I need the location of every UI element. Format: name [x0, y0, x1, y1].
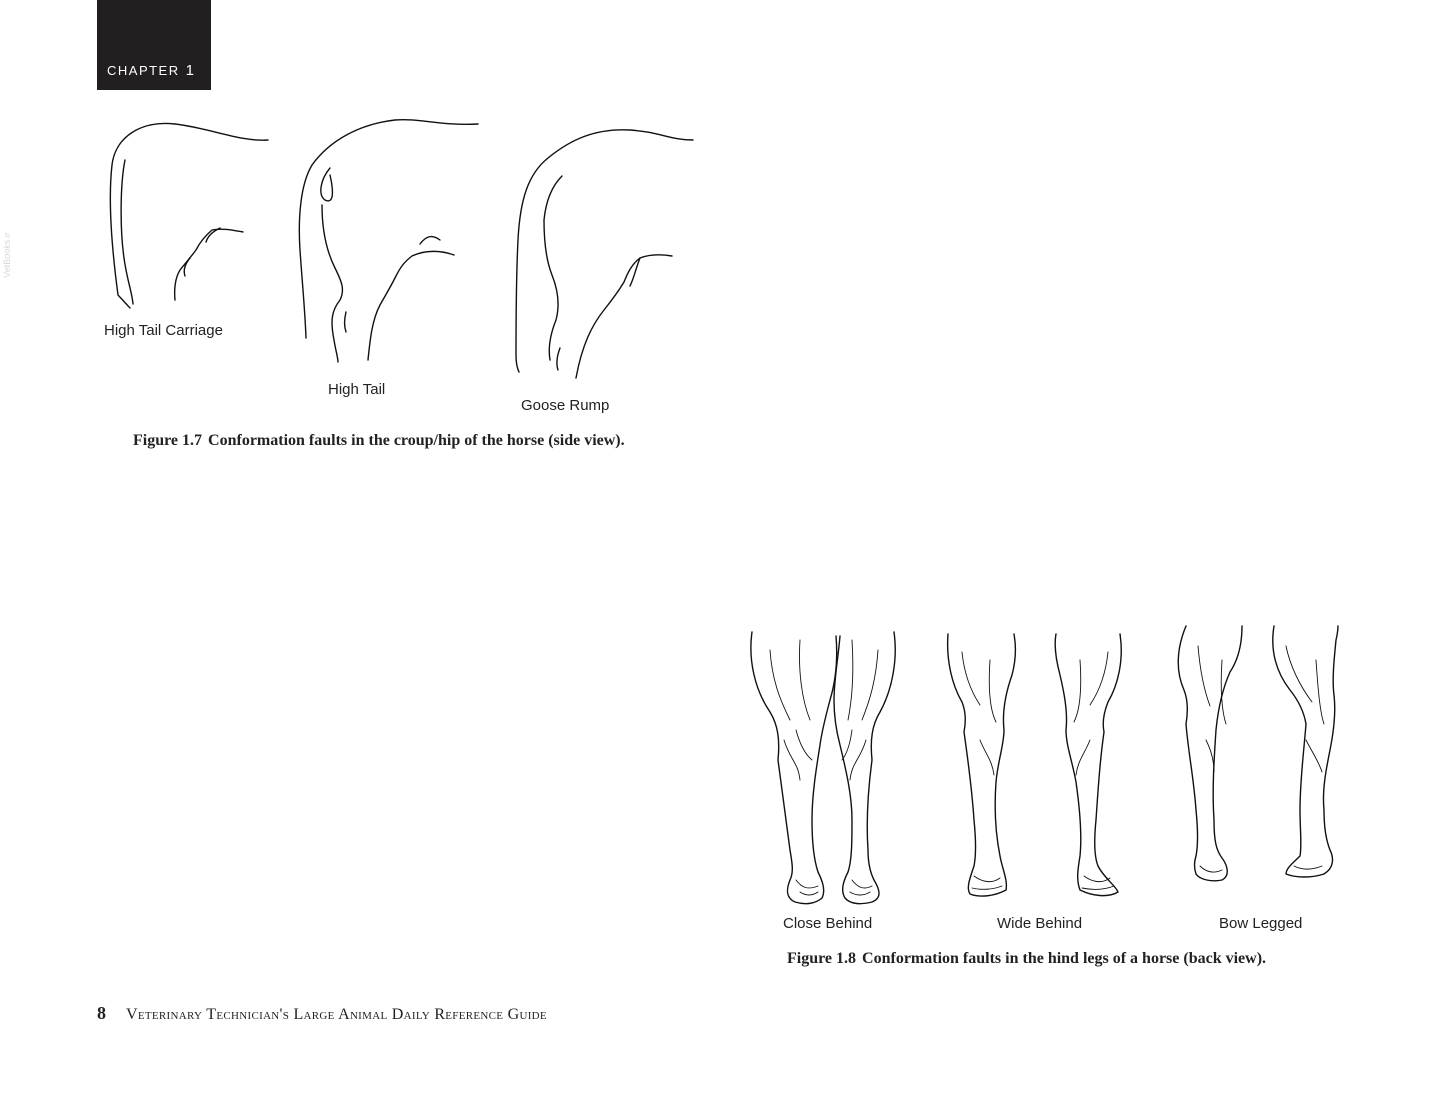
- book-title: Veterinary Technician's Large Animal Daily Reference Guide: [126, 1006, 547, 1023]
- figure-1-8-caption-number: Figure 1.8: [787, 950, 857, 967]
- figure-1-8-label-bow-legged: Bow Legged: [1219, 915, 1303, 932]
- watermark: VetBooks.ir: [1, 232, 12, 278]
- figure-1-7-caption-text: Conformation faults in the croup/hip of the horse (side view).: [208, 432, 625, 449]
- figure-1-8-label-wide-behind: Wide Behind: [997, 915, 1083, 932]
- figure-1-8-caption-text: Conformation faults in the hind legs of a horse (back view).: [862, 950, 1267, 967]
- page-number: 8: [97, 1003, 106, 1023]
- figure-1-7-label-high-tail: High Tail: [328, 381, 386, 398]
- figure-1-7-label-high-tail-carriage: High Tail Carriage: [104, 322, 223, 339]
- chapter-word: CHAPTER: [107, 63, 180, 78]
- figure-1-8-label-close-behind: Close Behind: [783, 915, 873, 932]
- figure-1-7-label-goose-rump: Goose Rump: [521, 397, 610, 414]
- chapter-number: 1: [185, 62, 194, 79]
- figure-1-7-caption-number: Figure 1.7: [133, 432, 203, 449]
- page-footer: [97, 1003, 547, 1024]
- figure-1-8-caption: [787, 950, 1266, 968]
